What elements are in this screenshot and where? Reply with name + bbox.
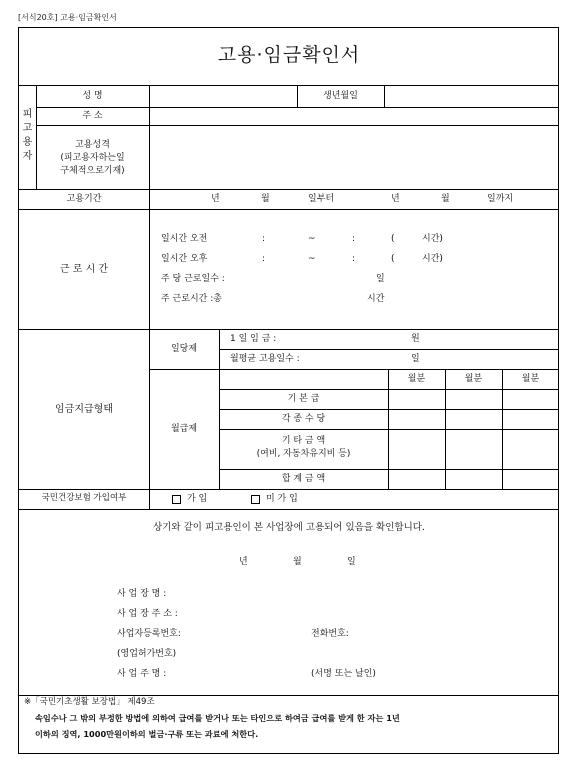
period-until: 일까지 — [487, 194, 514, 204]
not-insured-checkbox[interactable] — [251, 495, 260, 504]
working-hours-label: 근 로 시 간 — [59, 264, 109, 275]
hour-unit: 시간 — [367, 294, 385, 304]
divider — [19, 189, 559, 190]
divider — [445, 369, 446, 489]
divider — [19, 209, 559, 210]
confirm-day: 일 — [347, 557, 356, 567]
other-amount-label: 기 타 금 액 (여비, 자동차유지비 등) — [256, 436, 351, 459]
base-pay-label: 기 본 급 — [287, 394, 320, 404]
daily-am-label: 일시간 오전 — [161, 234, 208, 244]
divider — [384, 85, 385, 107]
day-unit: 일 — [376, 274, 385, 284]
law-reference: ※「국민기초생활 보장법」 제49조 — [24, 697, 155, 707]
daily-pm-label: 일시간 오후 — [161, 254, 208, 264]
address-label: 주 소 — [82, 111, 103, 121]
open-paren: ( — [391, 254, 395, 264]
divider — [502, 369, 503, 489]
period-month-end: 월 — [441, 194, 450, 204]
divider — [149, 369, 559, 370]
divider — [219, 469, 559, 470]
won-unit: 원 — [411, 334, 420, 344]
insured-option: 가 입 — [187, 494, 208, 504]
license-no-label: (영업허가번호) — [117, 649, 177, 659]
allowances-label: 각 종 수 당 — [281, 414, 326, 424]
insured-checkbox[interactable] — [172, 495, 181, 504]
colon: : — [262, 254, 266, 264]
owner-name-label: 사 업 주 명 : — [117, 669, 167, 679]
form-frame — [18, 27, 559, 754]
period-from: 일부터 — [308, 194, 335, 204]
month-header: 월분 — [407, 374, 426, 384]
phone-label: 전화번호: — [311, 629, 349, 639]
confirm-month: 월 — [293, 557, 302, 567]
confirm-year: 년 — [239, 557, 248, 567]
wage-type-label: 임금지급형태 — [55, 404, 113, 415]
month-header: 월분 — [521, 374, 540, 384]
period-month-start: 월 — [261, 194, 270, 204]
divider — [19, 489, 559, 490]
signature-label: (서명 또는 날인) — [311, 669, 376, 679]
hours-paren: 시간) — [422, 254, 443, 264]
business-address-label: 사 업 장 주 소 : — [117, 609, 178, 619]
confirmation-statement: 상기와 같이 피고용인이 본 사업장에 고용되어 있음을 확인합니다. — [153, 522, 425, 533]
notice-line-1: 속임수나 그 밖의 부정한 방법에 의하여 급여를 받거나 또는 타인으로 하여금 급여를 받게 한 자는 1년 — [35, 713, 400, 723]
registration-no-label: 사업자등록번호: — [117, 629, 181, 639]
colon: : — [352, 234, 356, 244]
colon: : — [262, 234, 266, 244]
daily-wage-type: 일당제 — [170, 344, 198, 354]
divider — [219, 349, 559, 350]
form-number: [서식20호] 고용·임금확인서 — [18, 13, 117, 22]
tilde: ~ — [308, 234, 316, 244]
avg-days-label: 월평균 고용일수 : — [230, 354, 300, 364]
month-header: 월분 — [464, 374, 483, 384]
employment-period-label: 고용기간 — [66, 194, 102, 204]
day-unit: 일 — [411, 354, 420, 364]
form-title: 고용·임금확인서 — [217, 44, 361, 66]
total-amount-label: 합 계 금 액 — [281, 474, 326, 484]
employee-side-label: 피 고 용 자 — [22, 109, 33, 162]
divider — [388, 369, 389, 489]
divider — [19, 695, 559, 696]
open-paren: ( — [391, 234, 395, 244]
weekly-days-label: 주 당 근로일수 : — [161, 274, 225, 284]
insurance-label: 국민건강보험 가입여부 — [41, 493, 127, 503]
business-name-label: 사 업 장 명 : — [117, 589, 167, 599]
divider — [19, 509, 559, 510]
weekly-hours-label: 주 근로시간 :총 — [161, 294, 222, 304]
divider — [36, 107, 559, 108]
monthly-wage-type: 월급제 — [170, 424, 198, 434]
period-year-end: 년 — [391, 194, 400, 204]
divider — [36, 125, 559, 126]
colon: : — [352, 254, 356, 264]
divider — [149, 85, 150, 509]
divider — [219, 409, 559, 410]
divider — [19, 85, 559, 86]
divider — [19, 329, 559, 330]
notice-line-2: 이하의 징역, 1000만원이하의 벌금·구류 또는 과료에 처한다. — [35, 729, 259, 739]
divider — [219, 429, 559, 430]
hours-paren: 시간) — [422, 234, 443, 244]
name-label: 성 명 — [82, 91, 103, 101]
daily-wage-label: 1 일 임 금 : — [230, 334, 277, 344]
divider — [219, 389, 559, 390]
not-insured-option: 미 가 입 — [266, 494, 298, 504]
work-nature-label: 고용성격 (피고용자하는일 구체적으로기재) — [60, 140, 125, 176]
divider — [219, 329, 220, 489]
birth-date-label: 생년월일 — [323, 91, 358, 101]
tilde: ~ — [308, 254, 316, 264]
period-year-start: 년 — [211, 194, 220, 204]
